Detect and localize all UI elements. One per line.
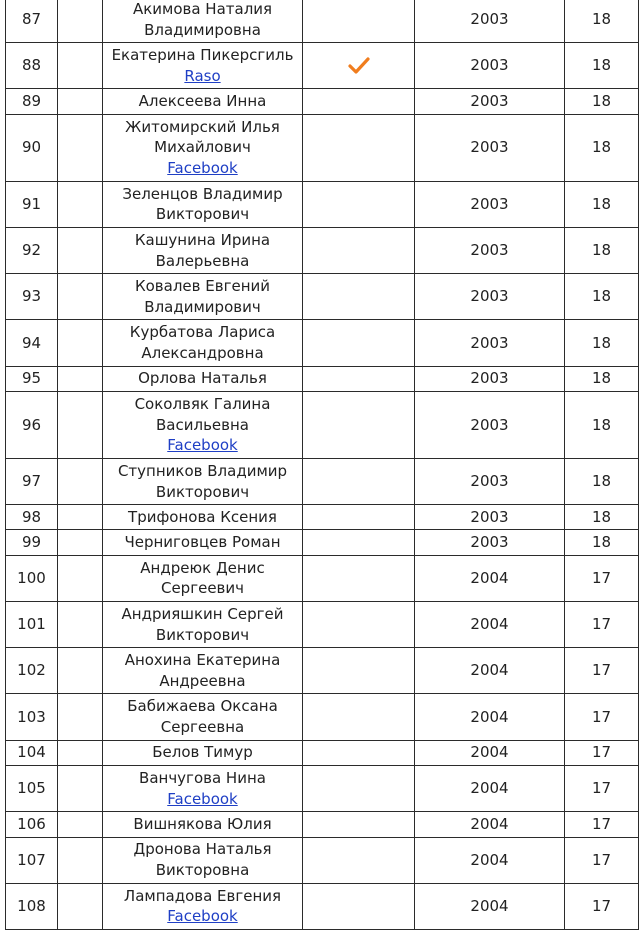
participant-name-line: Валерьевна [155,251,250,270]
participant-cell [103,694,303,740]
participant-name-line: Михайлович [154,138,251,157]
participant-name-line: Александровна [141,343,264,362]
table-row [6,43,639,89]
mark-cell [303,694,415,740]
empty-cell [58,89,103,114]
mark-cell [303,320,415,366]
birth-year: 2003 [415,274,565,320]
empty-cell [58,114,103,181]
mark-cell [303,766,415,812]
mark-cell [303,648,415,694]
birth-year: 2004 [415,555,565,601]
participant-name-line: Васильевна [156,415,249,434]
birth-year: 2004 [415,648,565,694]
age: 17 [565,740,639,765]
participant-cell [103,766,303,812]
mark-cell [303,883,415,929]
row-number: 99 [6,530,58,555]
participant-cell [103,366,303,391]
participant-name-line: Курбатова Лариса [129,323,276,342]
empty-cell [58,0,103,43]
table-row [6,740,639,765]
empty-cell [58,43,103,89]
row-number: 105 [6,766,58,812]
birth-year: 2004 [415,694,565,740]
participant-name-line: Викторович [155,625,250,644]
row-number: 98 [6,505,58,530]
empty-cell [58,555,103,601]
row-number: 102 [6,648,58,694]
participant-name-line: Житомирский Илья [125,117,280,136]
birth-year: 2003 [415,458,565,504]
participant-cell [103,181,303,227]
row-number: 89 [6,89,58,114]
empty-cell [58,740,103,765]
empty-cell [58,181,103,227]
birth-year: 2004 [415,837,565,883]
age: 17 [565,648,639,694]
table-body [6,0,639,929]
table-row [6,766,639,812]
age: 18 [565,505,639,530]
mark-cell [303,458,415,504]
participant-cell [103,0,303,43]
age: 17 [565,812,639,837]
empty-cell [58,530,103,555]
table-row [6,391,639,458]
participant-name-line: Вишнякова Юлия [133,815,272,833]
participant-name-line: Лампадова Евгения [123,886,282,905]
age: 18 [565,89,639,114]
participant-name-line: Бабижаева Оксана [127,697,278,716]
empty-cell [58,766,103,812]
row-number: 106 [6,812,58,837]
mark-cell [303,274,415,320]
participant-cell [103,740,303,765]
participant-name-line: Трифонова Ксения [128,507,277,526]
participant-name-line: Андреюк Денис [140,558,265,577]
table-row [6,0,639,43]
participant-name-line: Викторович [155,482,250,501]
age: 17 [565,694,639,740]
participant-name-line: Соколвяк Галина [134,394,271,413]
mark-cell [303,43,415,89]
participant-cell [103,114,303,181]
age: 18 [565,320,639,366]
table-row [6,530,639,555]
profile-link[interactable]: Raso [184,66,221,85]
empty-cell [58,391,103,458]
age: 18 [565,181,639,227]
table-row [6,648,639,694]
table-row [6,114,639,181]
age: 18 [565,43,639,89]
participant-cell [103,602,303,648]
age: 18 [565,274,639,320]
participant-cell [103,812,303,837]
birth-year: 2004 [415,740,565,765]
mark-cell [303,740,415,765]
participant-name-line: Кашунина Ирина [134,230,271,249]
empty-cell [58,458,103,504]
mark-cell [303,530,415,555]
row-number: 95 [6,366,58,391]
participant-cell [103,883,303,929]
participant-name-line: Ванчугова Нина [139,768,266,787]
participant-name-line: Ковалев Евгений [134,276,270,295]
participant-cell [103,530,303,555]
mark-cell [303,227,415,273]
mark-cell [303,837,415,883]
participants-table [5,0,639,930]
birth-year: 2003 [415,366,565,391]
participant-cell [103,837,303,883]
age: 17 [565,837,639,883]
empty-cell [58,883,103,929]
birth-year: 2003 [415,181,565,227]
table-row [6,694,639,740]
table-row [6,812,639,837]
row-number: 103 [6,694,58,740]
participant-name-line: Алексеева Инна [138,92,267,111]
mark-cell [303,812,415,837]
participant-cell [103,320,303,366]
mark-cell [303,89,415,114]
birth-year: 2003 [415,43,565,89]
mark-cell [303,366,415,391]
participant-name-line: Орлова Наталья [138,369,267,388]
participant-name-line: Сергеевна [160,718,245,737]
empty-cell [58,837,103,883]
mark-cell [303,391,415,458]
participant-name-line: Андрияшкин Сергей [121,604,284,623]
participant-cell [103,274,303,320]
birth-year: 2003 [415,114,565,181]
row-number: 108 [6,883,58,929]
check-icon [347,56,371,76]
row-number: 92 [6,227,58,273]
birth-year: 2003 [415,391,565,458]
mark-cell [303,181,415,227]
participant-name-line: Викторович [155,205,250,224]
participant-name-line: Сергеевич [160,579,244,598]
table-row [6,181,639,227]
table-row [6,320,639,366]
row-number: 101 [6,602,58,648]
table-row [6,274,639,320]
age: 18 [565,366,639,391]
table-row [6,555,639,601]
birth-year: 2003 [415,320,565,366]
row-number: 88 [6,43,58,89]
birth-year: 2004 [415,766,565,812]
participant-name-line: Владимировна [144,20,261,39]
row-number: 87 [6,0,58,43]
birth-year: 2003 [415,227,565,273]
table-row [6,505,639,530]
row-number: 107 [6,837,58,883]
age: 18 [565,458,639,504]
profile-link[interactable]: Facebook [167,159,238,178]
mark-cell [303,505,415,530]
participant-name-line: Екатерина Пикерсгиль [111,45,294,64]
birth-year: 2003 [415,505,565,530]
age: 18 [565,114,639,181]
mark-cell [303,0,415,43]
mark-cell [303,602,415,648]
birth-year: 2003 [415,89,565,114]
table-row [6,458,639,504]
participant-name-line: Викторовна [155,861,250,880]
row-number: 104 [6,740,58,765]
participant-cell [103,391,303,458]
profile-link[interactable]: Facebook [167,436,238,455]
participant-cell [103,505,303,530]
table-row [6,366,639,391]
participant-cell [103,555,303,601]
empty-cell [58,694,103,740]
participant-name-line: Анохина Екатерина [124,651,281,670]
row-number: 93 [6,274,58,320]
age: 18 [565,227,639,273]
profile-link[interactable]: Facebook [167,789,238,808]
birth-year: 2004 [415,602,565,648]
participant-name-line: Зеленцов Владимир [122,184,283,203]
participant-cell [103,227,303,273]
age: 17 [565,602,639,648]
empty-cell [58,366,103,391]
age: 18 [565,0,639,43]
row-number: 90 [6,114,58,181]
age: 18 [565,530,639,555]
table-row [6,837,639,883]
participant-cell [103,43,303,89]
age: 17 [565,555,639,601]
empty-cell [58,227,103,273]
participant-name-line: Андреевна [159,671,246,690]
participant-name-line: Акимова Наталия [132,0,273,18]
table-row [6,227,639,273]
participant-cell [103,458,303,504]
age: 17 [565,883,639,929]
row-number: 97 [6,458,58,504]
age: 17 [565,766,639,812]
empty-cell [58,812,103,837]
birth-year: 2003 [415,0,565,43]
profile-link[interactable]: Facebook [167,907,238,926]
birth-year: 2004 [415,812,565,837]
participant-name-line: Владимирович [144,297,261,316]
participant-name-line: Ступников Владимир [117,461,288,480]
mark-cell [303,555,415,601]
empty-cell [58,320,103,366]
empty-cell [58,602,103,648]
empty-cell [58,648,103,694]
table-row [6,89,639,114]
row-number: 91 [6,181,58,227]
row-number: 96 [6,391,58,458]
table-row [6,602,639,648]
empty-cell [58,274,103,320]
participant-name-line: Черниговцев Роман [124,533,281,552]
row-number: 94 [6,320,58,366]
empty-cell [58,505,103,530]
birth-year: 2004 [415,883,565,929]
birth-year: 2003 [415,530,565,555]
participant-cell [103,89,303,114]
mark-cell [303,114,415,181]
row-number: 100 [6,555,58,601]
age: 18 [565,391,639,458]
participant-name-line: Дронова Наталья [133,840,272,859]
participant-name-line: Белов Тимур [152,743,253,762]
participant-cell [103,648,303,694]
table-row [6,883,639,929]
